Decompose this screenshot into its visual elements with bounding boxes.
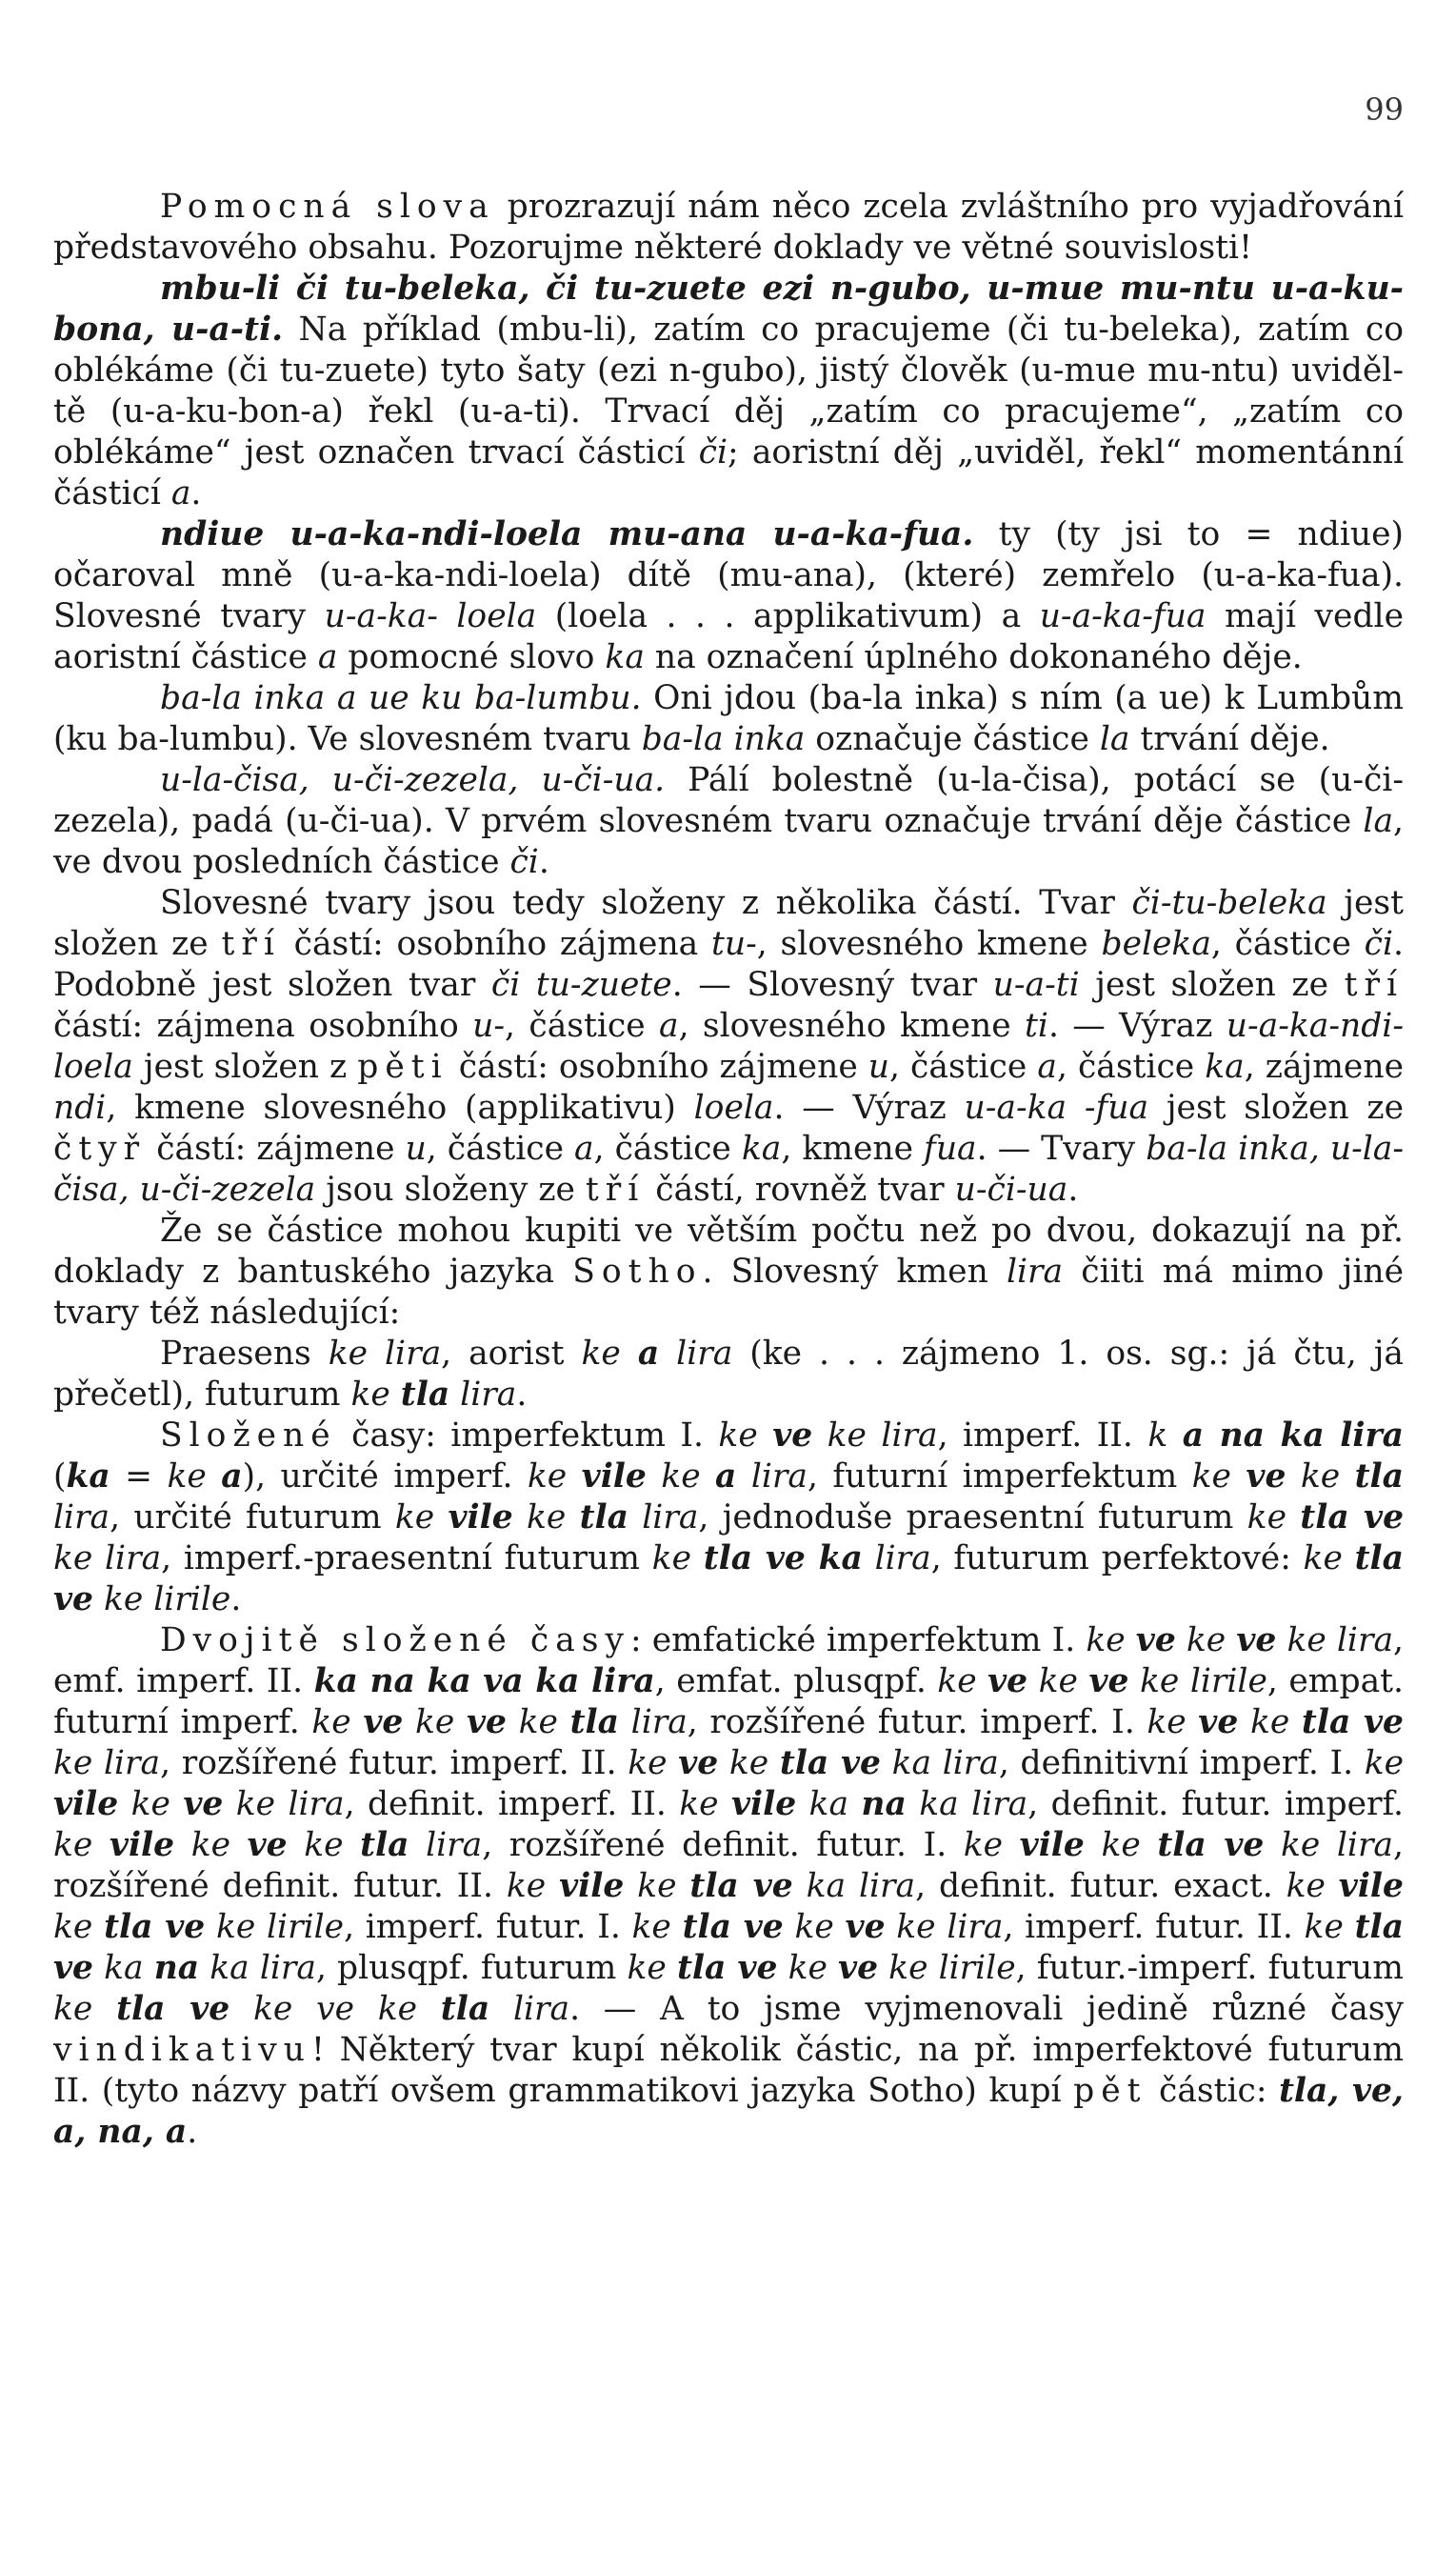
paragraph-10: Dvojitě složené časy: emfatické imperfektum I. ke ve ke ve ke lira, emf. imperf. II. ka na ka va ka lira, emfat. plusqpf. ke ve ke ve ke lirile, empat. futurní imperf. ke ve ke ve ke tla lira, rozšířené futur. imperf. I. ke ve ke tla ve ke lira, rozšířené futur. imperf. II. ke ve ke tla ve ka lira, definitivní imperf. I. ke vile ke ve ke lira, definit. imperf. II. ke vile ka na ka lira, definit. futur. imperf. ke vile ke ve ke tla lira, rozšířené definit. futur. I. ke vile ke tla ve ke lira, rozšířené definit. futur. II. ke vile ke tla ve ka lira, definit. futur. exact. ke vile ke tla ve ke lirile, imperf. futur. I. ke tla ve ke ve ke lira, imperf. futur. II. ke tla ve ka na ka lira, plusqpf. futurum ke tla ve ke ve ke lirile, futur.-imperf. futurum ke tla ve ke ve ke tla lira. — A to jsme vyjmenovali jedině různé časy vindikativu! Některý tvar kupí několik částic, na př. imperfektové futurum II. (tyto názvy patří ovšem grammatikovi jazyka Sotho) kupí pět částic: tla, ve, a, na, a.: [53, 1621, 1405, 2151]
paragraph-5: u-la-čisa, u-či-zezela, u-či-ua. Pálí bolestně (u-la-čisa), potácí se (u-či-zezela), padá (u-či-ua). V prvém slovesném tvaru označuje trvání děje částice la, ve dvou posledních částice či.: [53, 761, 1404, 881]
paragraph-1: Pomocná slova prozrazují nám něco zcela zvláštního pro vyjadřování představového obsahu. Pozorujme některé doklady ve větné souvislosti!: [53, 188, 1404, 267]
paragraph-7: Že se částice mohou kupiti ve větším počtu než po dvou, dokazují na př. doklady z bantuského jazyka Sotho. Slovesný kmen lira čiiti má mimo jiné tvary též následující:: [53, 1212, 1404, 1332]
paragraph-8: Praesens ke lira, aorist ke a lira (ke . . . zájmeno 1. os. sg.: já čtu, já přečetl), futurum ke tla lira.: [53, 1335, 1404, 1414]
paragraph-4: ba-la inka a ue ku ba-lumbu. Oni jdou (ba-la inka) s ním (a ue) k Lumbům (ku ba-lumbu). Ve slovesném tvaru ba-la inka označuje částice la trvání děje.: [53, 679, 1404, 758]
paragraph-2: mbu-li či tu-beleka, či tu-zuete ezi n-gubo, u-mue mu-ntu u-a-ku-bona, u-a-ti. Na příklad (mbu-li), zatím co pracujeme (či tu-beleka), zatím co oblékáme (či tu-zuete) tyto šaty (ezi n-gubo), jistý člověk (u-mue mu-ntu) uviděl-tě (u-a-ku-bon-a) řekl (u-a-ti). Trvací děj „zatím co pracujeme“, „zatím co oblékáme“ jest označen trvací částicí či; aoristní děj „uviděl, řekl“ momentánní částicí a.: [53, 270, 1404, 512]
paragraph-9: Složené časy: imperfektum I. ke ve ke lira, imperf. II. k a na ka lira (ka = ke a), určité imperf. ke vile ke a lira, futurní imperfektum ke ve ke tla lira, určité futurum ke vile ke tla lira, jednoduše praesentní futurum ke tla ve ke lira, imperf.-praesentní futurum ke tla ve ka lira, futurum perfektové: ke tla ve ke lirile.: [53, 1416, 1405, 1618]
paragraph-6: Slovesné tvary jsou tedy složeny z několika částí. Tvar či-tu-beleka jest složen ze tří částí: osobního zájmena tu-, slovesného kmene beleka, částice či. Podobně jest složen tvar či tu-zuete. — Slovesný tvar u-a-ti jest složen ze tří částí: zájmena osobního u-, částice a, slovesného kmene ti. — Výraz u-a-ka-ndi-loela jest složen z pěti částí: osobního zájmene u, částice a, částice ka, zájmene ndi, kmene slovesného (applikativu) loela. — Výraz u-a-ka -fua jest složen ze čtyř částí: zájmene u, částice a, částice ka, kmene fua. — Tvary ba-la inka, u-la-čisa, u-či-zezela jsou složeny ze tří částí, rovněž tvar u-či-ua.: [53, 884, 1404, 1209]
body-text: [53, 187, 1404, 2153]
page-number: 99: [1365, 91, 1404, 128]
paragraph-3: ndiue u-a-ka-ndi-loela mu-ana u-a-ka-fua. ty (ty jsi to = ndiue) očaroval mně (u-a-ka-ndi-loela) dítě (mu-ana), (které) zemřelo (u-a-ka-fua). Slovesné tvary u-a-ka- loela (loela . . . applikativum) a u-a-ka-fua mají vedle aoristní částice a pomocné slovo ka na označení úplného dokonaného děje.: [53, 515, 1404, 676]
